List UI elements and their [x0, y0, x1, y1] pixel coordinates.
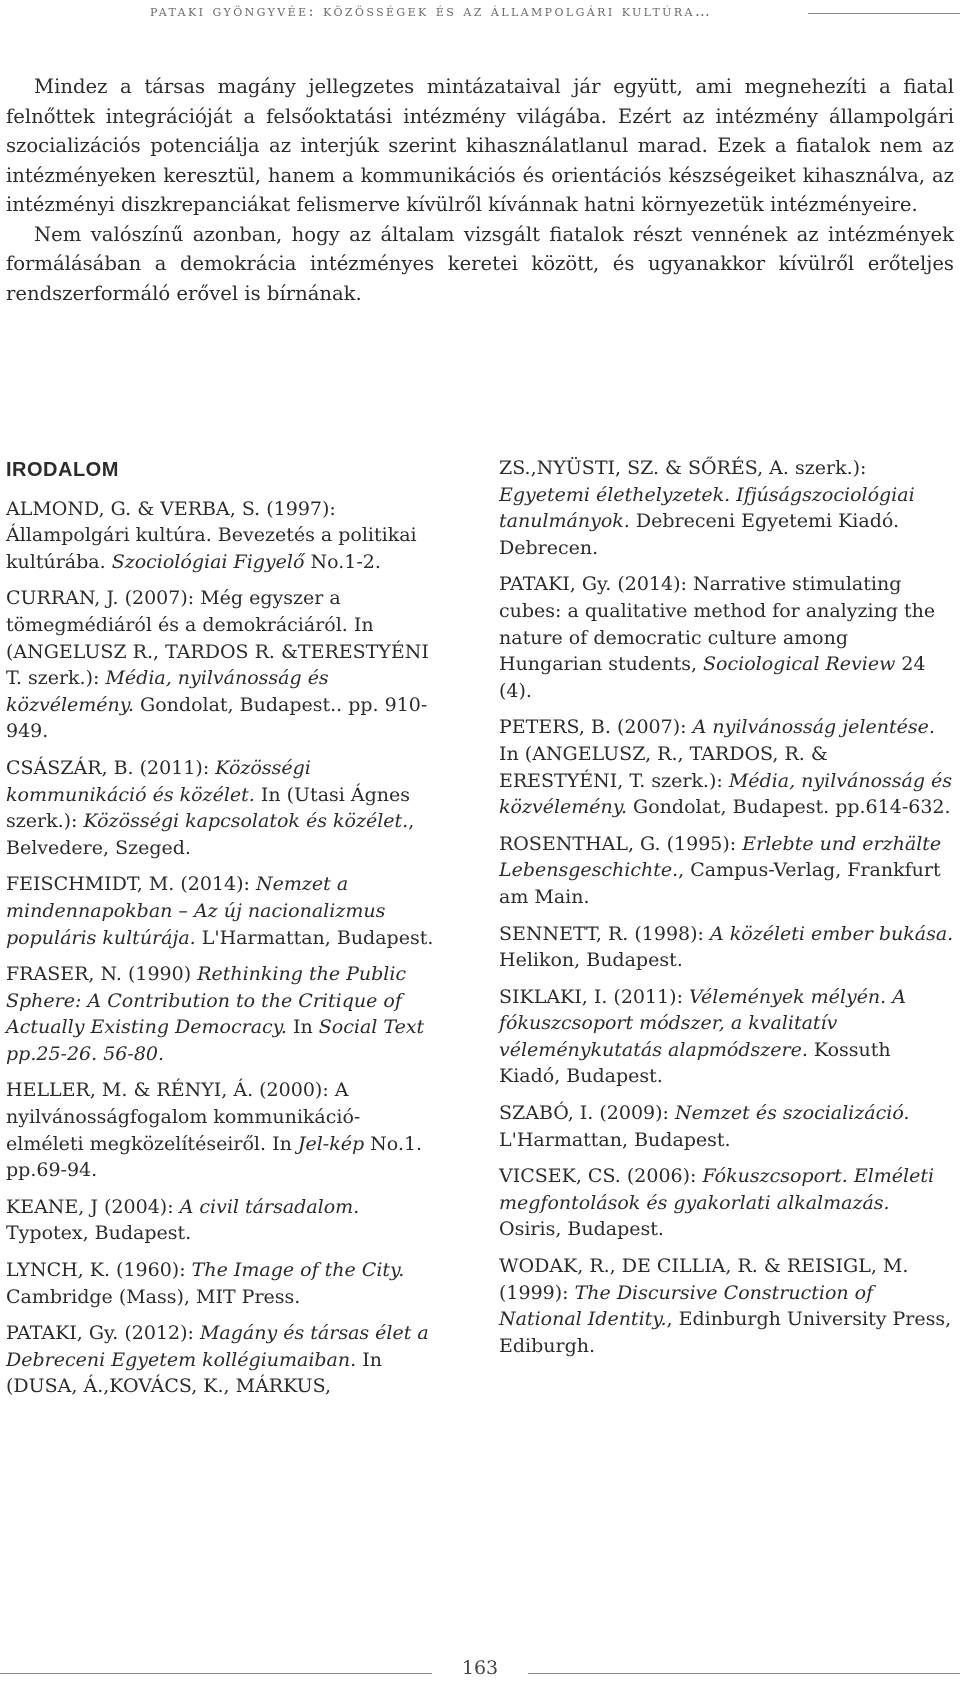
references-right-column [499, 455, 954, 1369]
reference-entry: SIKLAKI, I. (2011): Vélemények mélyén. A fókuszcsoport módszer, a kvalitatív véleménykutatás alapmódszere. Kossuth Kiadó, Budapest. [499, 985, 906, 1088]
paragraph: Nem valószínű azonban, hogy az általam vizsgált fiatalok részt vennének az intézmények formálásában a demokrácia intézményes keretei között, és ugyanakkor kívülről erőteljes rendszerformáló erővel is bírnának. [6, 222, 954, 305]
paragraph: Mindez a társas magány jellegzetes mintázataival jár együtt, ami megnehezíti a fiatal felnőttek integrációját a felsőoktatási intézmény világába. Ezért az intézmény állampolgári szocializációs potenciálja az interjúk szerint kihasználatlanul marad. Ezek a fiatalok nem az intézményeken keresztül, hanem a kommunikációs és orientációs készségeiket kihasználva, az intézményi diszkrepanciákat felismerve kívülről kívánnak hatni környezetük intézményeire. [6, 75, 954, 216]
reference-entry: SENNETT, R. (1998): A közéleti ember bukása. Helikon, Budapest. [499, 922, 954, 972]
reference-entry: FRASER, N. (1990) Rethinking the Public Sphere: A Contribution to the Critique of Actually Existing Democracy. In Social Text pp.25-26. 56-80. [6, 963, 425, 1065]
reference-entry: ALMOND, G. & VERBA, S. (1997): Állampolgári kultúra. Bevezetés a politikai kultúrába. Szociológiai Figyelő No.1-2. [6, 497, 417, 573]
reference-entry: VICSEK, CS. (2006): Fókuszcsoport. Elméleti megfontolások és gyakorlati alkalmazás. Osiris, Budapest. [499, 1165, 935, 1241]
running-header [0, 0, 960, 40]
reference-entry: CSÁSZÁR, B. (2011): Közösségi kommunikáció és közélet. In (Utasi Ágnes szerk.): Közösségi kapcsolatok és közélet., Belvedere, Szeged. [6, 756, 415, 859]
page-number: 163 [461, 1657, 499, 1679]
reference-entry: CURRAN, J. (2007): Még egyszer a tömegmédiáról és a demokráciáról. In (ANGELUSZ R., TARDOS R. &TERESTYÉNI T. szerk.): Média, nyilvánosság és közvélemény. Gondolat, Budapest.. pp. 910-949. [6, 587, 429, 743]
reference-entry: WODAK, R., DE CILLIA, R. & REISIGL, M. (1999): The Discursive Construction of National Identity., Edinburgh University Press, Ediburgh. [499, 1255, 952, 1357]
footer-rule-right [528, 1673, 960, 1674]
reference-entry: SZABÓ, I. (2009): Nemzet és szocializáció. L'Harmattan, Budapest. [499, 1102, 910, 1151]
reference-entry: ZS.,NYÜSTI, SZ. & SŐRÉS, A. szerk.): Egyetemi élethelyzetek. Ifjúságszociológiai tanulmányok. Debreceni Egyetemi Kiadó. Debrecen. [499, 457, 915, 559]
reference-entry: PATAKI, Gy. (2014): Narrative stimulating cubes: a qualitative method for analyzing the nature of democratic culture among Hungarian students, Sociological Review 24 (4). [499, 573, 936, 702]
reference-entry: FEISCHMIDT, M. (2014): Nemzet a mindennapokban – Az új nacionalizmus populáris kultúrája. L'Harmattan, Budapest. [6, 873, 434, 949]
reference-entry: LYNCH, K. (1960): The Image of the City. Cambridge (Mass), MIT Press. [6, 1259, 405, 1308]
reference-entry: KEANE, J (2004): A civil társadalom. Typotex, Budapest. [6, 1195, 360, 1245]
reference-entry: HELLER, M. & RÉNYI, Á. (2000): A nyilvánosságfogalom kommunikáció-elméleti megközelítéseiről. In Jel-kép No.1. pp.69-94. [6, 1079, 423, 1182]
reference-entry: PATAKI, Gy. (2012): Magány és társas élet a Debreceni Egyetem kollégiumaiban. In (DUSA, Á.,KOVÁCS, K., MÁRKUS, [6, 1322, 429, 1398]
header-rule [808, 13, 960, 14]
references-left-column [6, 457, 436, 1410]
body-text [6, 72, 954, 308]
running-title: pataki gyöngyvée: közösségek és az állampolgári kultúra… [150, 2, 713, 20]
reference-entry: ROSENTHAL, G. (1995): Erlebte und erzhälte Lebensgeschichte., Campus-Verlag, Frankfurt am Main. [499, 832, 942, 908]
reference-entry: PETERS, B. (2007): A nyilvánosság jelentése. In (ANGELUSZ, R., TARDOS, R. & ERESTYÉNI, T. szerk.): Média, nyilvánosság és közvélemény. Gondolat, Budapest. pp.614-632. [499, 716, 953, 819]
references-heading: IRODALOM [6, 459, 119, 481]
footer-rule-left [0, 1673, 432, 1674]
